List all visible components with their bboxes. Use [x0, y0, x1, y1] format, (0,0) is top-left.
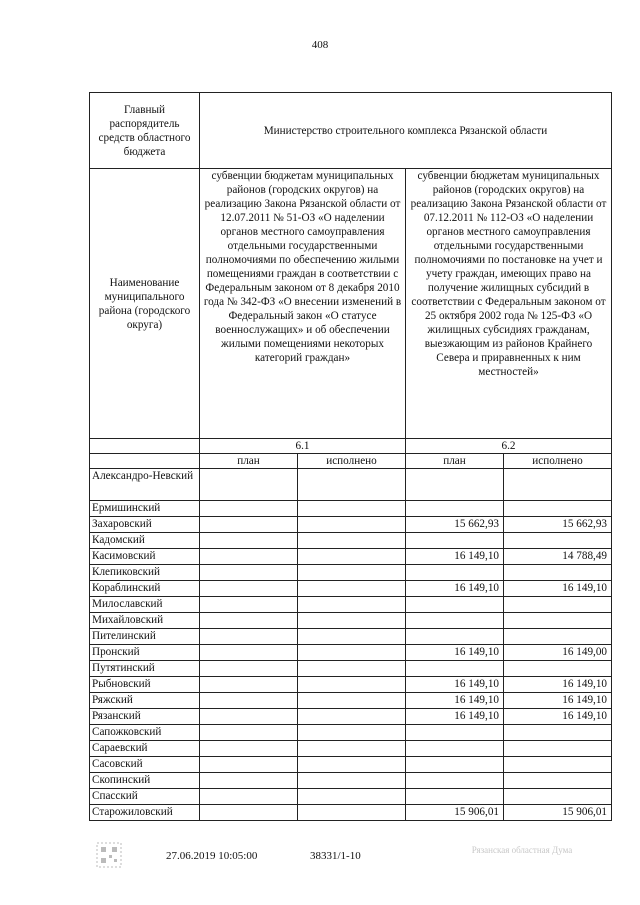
plan-6-2-value: 16 149,10	[406, 645, 504, 661]
plan-6-2-value: 16 149,10	[406, 677, 504, 693]
executed-6-2-value	[504, 533, 612, 549]
plan-6-1-value	[200, 693, 298, 709]
municipality-name: Рыбновский	[90, 677, 200, 693]
executed-6-2-value	[504, 501, 612, 517]
plan-6-2-value	[406, 565, 504, 581]
plan-6-1-value	[200, 597, 298, 613]
header-row-subsidies	[90, 169, 612, 439]
plan-6-2-value	[406, 469, 504, 501]
ministry-name: Министерство строительного комплекса Рязанской области	[200, 93, 612, 169]
municipality-name: Касимовский	[90, 549, 200, 565]
plan-6-2-value	[406, 773, 504, 789]
plan-6-2-value	[406, 789, 504, 805]
executed-6-1-value	[298, 741, 406, 757]
table-row	[90, 693, 612, 709]
executed-6-1-value	[298, 725, 406, 741]
header-row-manager	[90, 93, 612, 169]
label-municipality: Наименование муниципального района (городского округа)	[90, 169, 200, 439]
plan-6-1-value	[200, 613, 298, 629]
municipality-name: Ряжский	[90, 693, 200, 709]
plan-6-1-value	[200, 661, 298, 677]
executed-6-2-value	[504, 629, 612, 645]
plan-6-1-value	[200, 581, 298, 597]
table-row	[90, 565, 612, 581]
municipality-name: Пронский	[90, 645, 200, 661]
executed-6-1-value	[298, 661, 406, 677]
plan-6-2-value: 15 906,01	[406, 805, 504, 821]
municipality-name: Милославский	[90, 597, 200, 613]
plan-6-1-value	[200, 533, 298, 549]
plan-6-1-value	[200, 469, 298, 501]
executed-6-1-value	[298, 645, 406, 661]
municipality-name: Кораблинский	[90, 581, 200, 597]
executed-6-2-value	[504, 773, 612, 789]
table-row	[90, 725, 612, 741]
executed-6-1-value	[298, 549, 406, 565]
plan-6-1-value	[200, 517, 298, 533]
plan-6-1-value	[200, 773, 298, 789]
plan-6-1-value	[200, 709, 298, 725]
municipality-name: Ермишинский	[90, 501, 200, 517]
executed-6-1-value	[298, 629, 406, 645]
plan-6-2-value	[406, 597, 504, 613]
table-row	[90, 629, 612, 645]
footer-doc-id: 38331/1-10	[310, 850, 361, 862]
table-row	[90, 613, 612, 629]
plan-6-2-value: 16 149,10	[406, 709, 504, 725]
executed-6-1-value	[298, 469, 406, 501]
table-row	[90, 501, 612, 517]
municipality-name: Скопинский	[90, 773, 200, 789]
table-row	[90, 581, 612, 597]
executed-6-1-value	[298, 517, 406, 533]
municipality-name: Захаровский	[90, 517, 200, 533]
plan-6-1-value	[200, 549, 298, 565]
municipality-name: Сасовский	[90, 757, 200, 773]
municipality-name: Сапожковский	[90, 725, 200, 741]
plan-6-2-value	[406, 629, 504, 645]
municipality-name: Старожиловский	[90, 805, 200, 821]
plan-6-1-value	[200, 645, 298, 661]
executed-6-1-value	[298, 757, 406, 773]
executed-6-2-value	[504, 565, 612, 581]
plan-6-1-value	[200, 789, 298, 805]
municipality-name: Сараевский	[90, 741, 200, 757]
municipality-name: Пителинский	[90, 629, 200, 645]
plan-6-2-value	[406, 533, 504, 549]
executed-6-2-value	[504, 725, 612, 741]
table-row	[90, 597, 612, 613]
table-row	[90, 677, 612, 693]
executed-6-2-value: 15 662,93	[504, 517, 612, 533]
table-row	[90, 709, 612, 725]
executed-6-2-value	[504, 469, 612, 501]
code-6-2: 6.2	[406, 439, 612, 454]
executed-6-1-value	[298, 693, 406, 709]
municipality-name: Клепиковский	[90, 565, 200, 581]
page-number: 408	[311, 39, 329, 51]
header-row-codes	[90, 439, 612, 454]
table-row	[90, 469, 612, 501]
executed-6-2-value: 16 149,10	[504, 581, 612, 597]
municipality-name: Александро-Невский	[90, 469, 200, 501]
plan-6-2-value	[406, 757, 504, 773]
plan-6-1-value	[200, 725, 298, 741]
qr-stamp-icon	[96, 842, 122, 868]
executed-label-2: исполнено	[504, 454, 612, 469]
plan-6-2-value	[406, 501, 504, 517]
executed-6-1-value	[298, 773, 406, 789]
municipality-name: Спасский	[90, 789, 200, 805]
plan-6-1-value	[200, 501, 298, 517]
plan-6-2-value: 15 662,93	[406, 517, 504, 533]
executed-6-2-value: 16 149,10	[504, 709, 612, 725]
executed-6-1-value	[298, 789, 406, 805]
plan-6-1-value	[200, 565, 298, 581]
executed-6-1-value	[298, 565, 406, 581]
municipality-name: Михайловский	[90, 613, 200, 629]
header-row-plan-executed	[90, 454, 612, 469]
plan-label-1: план	[200, 454, 298, 469]
subsidy-6-1-title: субвенции бюджетам муниципальных районов (городских округов) на реализацию Закона Рязанской области от 12.07.2011 № 51-ОЗ «О наделении органов местного самоуправления отдельными государственными полномочиями по обеспечению жилыми помещениями граждан в соответствии с Федеральным законом от 8 декабря 2010 года № 342-ФЗ «О внесении изменений в Федеральный закон «О статусе военнослужащих» и об обеспечении жилыми помещениями некоторых категорий граждан»	[200, 169, 406, 439]
executed-6-2-value: 16 149,10	[504, 677, 612, 693]
executed-6-2-value: 16 149,00	[504, 645, 612, 661]
table-row	[90, 789, 612, 805]
plan-6-1-value	[200, 805, 298, 821]
executed-6-1-value	[298, 581, 406, 597]
table-row	[90, 757, 612, 773]
table-row	[90, 805, 612, 821]
plan-6-1-value	[200, 757, 298, 773]
table-row	[90, 645, 612, 661]
table-row	[90, 661, 612, 677]
plan-6-1-value	[200, 677, 298, 693]
executed-6-1-value	[298, 533, 406, 549]
budget-table	[89, 92, 612, 821]
executed-6-2-value	[504, 757, 612, 773]
executed-6-2-value: 16 149,10	[504, 693, 612, 709]
table-row	[90, 517, 612, 533]
code-6-1: 6.1	[200, 439, 406, 454]
label-main-manager: Главный распорядитель средств областного бюджета	[90, 93, 200, 169]
plan-6-2-value	[406, 661, 504, 677]
executed-6-2-value: 14 788,49	[504, 549, 612, 565]
municipality-name: Кадомский	[90, 533, 200, 549]
executed-6-1-value	[298, 805, 406, 821]
plan-6-2-value: 16 149,10	[406, 549, 504, 565]
executed-6-2-value	[504, 597, 612, 613]
executed-label-1: исполнено	[298, 454, 406, 469]
executed-6-2-value	[504, 741, 612, 757]
footer-datetime: 27.06.2019 10:05:00	[166, 850, 258, 862]
executed-6-1-value	[298, 501, 406, 517]
plan-6-1-value	[200, 629, 298, 645]
executed-6-2-value	[504, 661, 612, 677]
table-row	[90, 773, 612, 789]
plan-6-2-value	[406, 741, 504, 757]
plan-6-2-value	[406, 725, 504, 741]
executed-6-2-value: 15 906,01	[504, 805, 612, 821]
executed-6-2-value	[504, 789, 612, 805]
subsidy-6-2-title: субвенции бюджетам муниципальных районов (городских округов) на реализацию Закона Рязанской области от 07.12.2011 № 112-ОЗ «О наделении органов местного самоуправления отдельными государственными полномочиями по постановке на учет и учету граждан, имеющих право на получение жилищных субсидий в соответствии с Федеральным законом от 25 октября 2002 года № 125-ФЗ «О жилищных субсидиях гражданам, выезжающим из районов Крайнего Севера и приравненных к ним местностей»	[406, 169, 612, 439]
executed-6-1-value	[298, 677, 406, 693]
table-row	[90, 533, 612, 549]
watermark: Рязанская областная Дума	[471, 845, 573, 855]
municipality-name: Путятинский	[90, 661, 200, 677]
executed-6-1-value	[298, 709, 406, 725]
table-row	[90, 741, 612, 757]
plan-label-2: план	[406, 454, 504, 469]
executed-6-1-value	[298, 597, 406, 613]
executed-6-1-value	[298, 613, 406, 629]
municipality-name: Рязанский	[90, 709, 200, 725]
table-row	[90, 549, 612, 565]
plan-6-1-value	[200, 741, 298, 757]
plan-6-2-value: 16 149,10	[406, 581, 504, 597]
plan-6-2-value: 16 149,10	[406, 693, 504, 709]
executed-6-2-value	[504, 613, 612, 629]
plan-6-2-value	[406, 613, 504, 629]
